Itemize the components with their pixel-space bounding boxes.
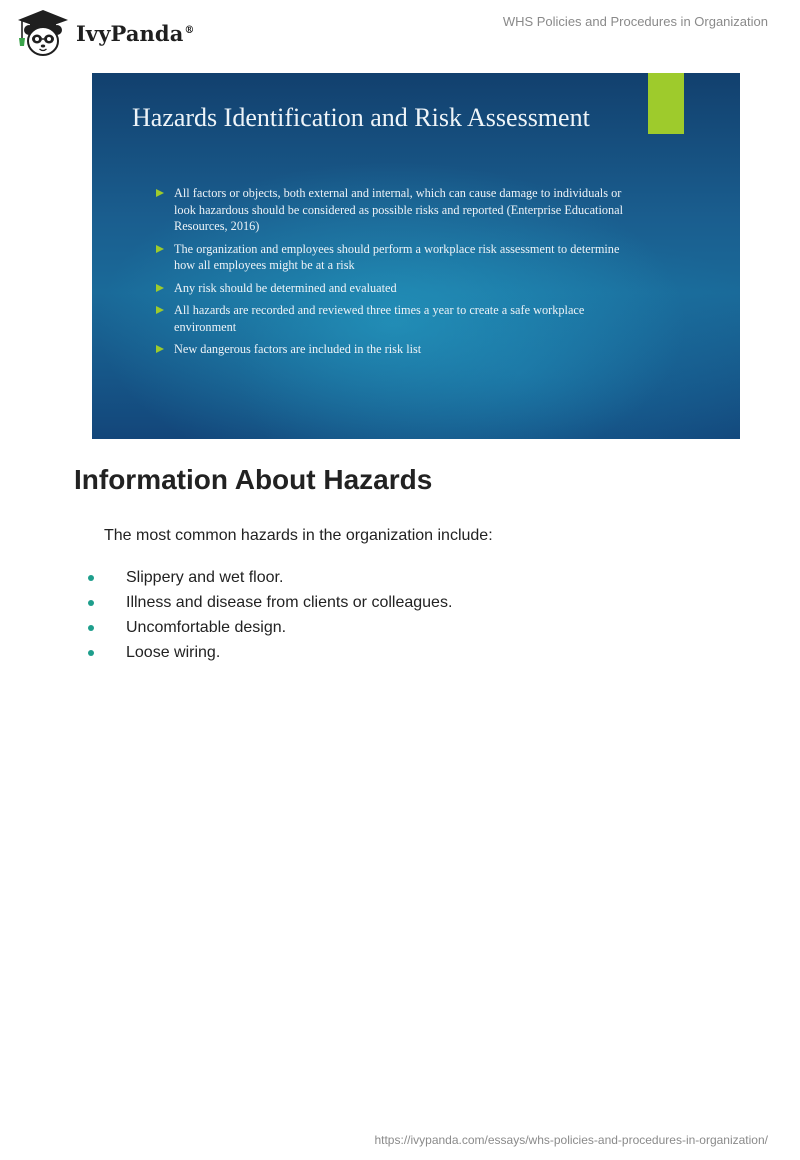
section-heading: Information About Hazards [74, 464, 433, 495]
document-title: WHS Policies and Procedures in Organization [502, 14, 768, 29]
arrow-bullet-icon [156, 245, 164, 253]
slide-bullet-item [156, 241, 626, 274]
panda-graduate-icon [14, 8, 72, 58]
hazard-text: Slippery and wet floor. [126, 569, 284, 586]
hazard-text: Uncomfortable design. [126, 619, 287, 636]
slide-bullet-text: The organization and employees should perform a workplace risk assessment to determine how all employees might be at a risk [174, 241, 620, 272]
intro-paragraph: The most common hazards in the organization include: [104, 527, 493, 544]
slide-bullet-text: Any risk should be determined and evaluated [174, 280, 397, 295]
bullet-dot-icon [88, 600, 94, 606]
footer-url[interactable]: https://ivypanda.com/essays/whs-policies-and-procedures-in-organization/ [374, 1133, 768, 1147]
slide-bullet-item [156, 280, 626, 297]
hazard-text: Illness and disease from clients or colleagues. [126, 594, 453, 611]
slide-bullet-item [156, 302, 626, 335]
slide-bullet-list [156, 185, 626, 364]
arrow-bullet-icon [156, 284, 164, 292]
ivypanda-logo[interactable] [14, 8, 195, 58]
slide-bullet-text: All hazards are recorded and reviewed three times a year to create a safe workplace environment [174, 303, 585, 334]
bullet-dot-icon [88, 625, 94, 631]
hazard-text: Loose wiring. [126, 644, 221, 661]
brand-name: IvyPanda® [76, 20, 195, 46]
presentation-slide-image [92, 73, 740, 439]
arrow-bullet-icon [156, 306, 164, 314]
bullet-dot-icon [88, 575, 94, 581]
arrow-bullet-icon [156, 189, 164, 197]
slide-bullet-text: New dangerous factors are included in the risk list [174, 342, 422, 356]
bullet-dot-icon [88, 650, 94, 656]
slide-bullet-item [156, 185, 626, 235]
slide-bullet-text: All factors or objects, both external and internal, which can cause damage to individuals or look hazardous should be considered as possible risks and reported (Enterprise Educational Resources, 2016) [174, 186, 624, 233]
slide-title: Hazards Identification and Risk Assessment [132, 103, 590, 132]
slide-bullet-item [156, 341, 626, 358]
slide-accent-bar [648, 73, 684, 134]
arrow-bullet-icon [156, 345, 164, 353]
